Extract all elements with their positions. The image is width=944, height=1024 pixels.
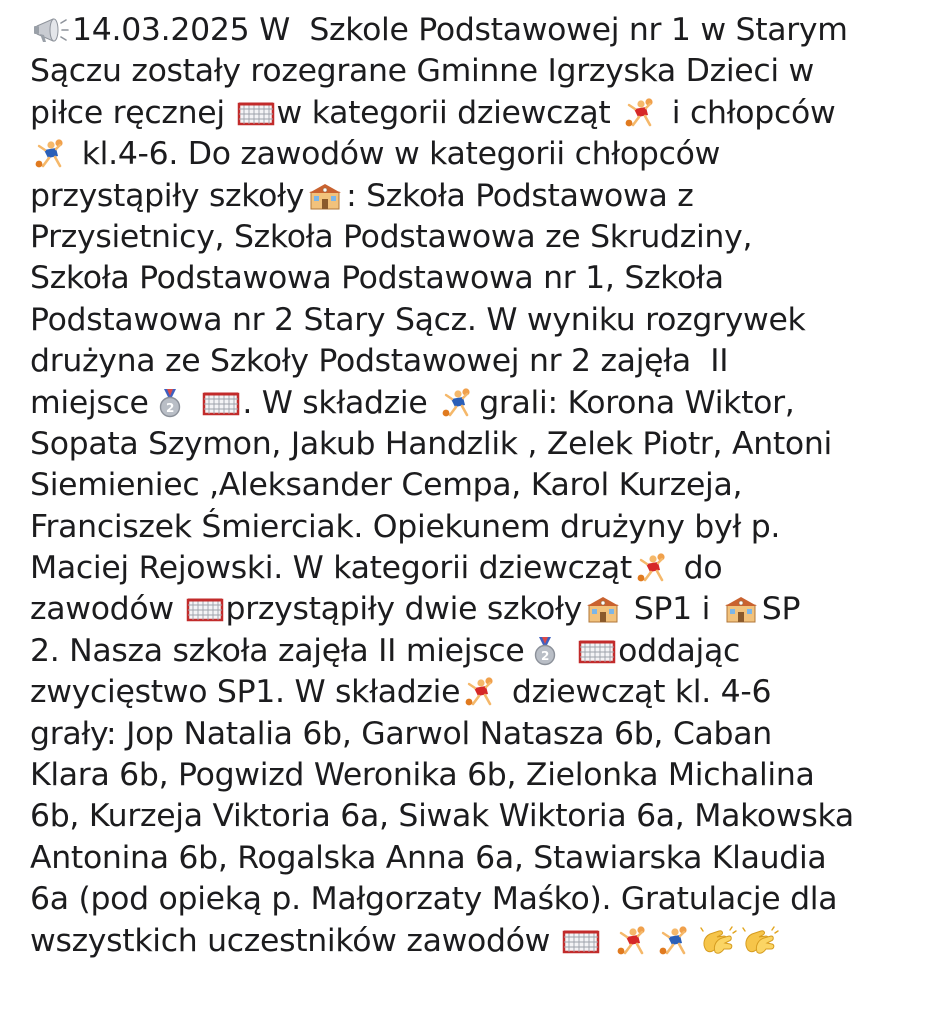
megaphone-icon (31, 15, 71, 45)
handball-girl-icon (461, 677, 501, 707)
post-text-segment: miejsce (30, 384, 149, 421)
svg-text:2: 2 (541, 648, 550, 663)
post-line (30, 921, 920, 962)
post-line (30, 507, 920, 548)
goal-icon (185, 594, 225, 624)
post-text-segment: przystąpiły szkoły (30, 177, 305, 214)
post-line (30, 176, 920, 217)
post-text-segment: 2. Nasza szkoła zajęła II miejsce (30, 632, 525, 669)
post-line (30, 672, 920, 713)
post-line (30, 631, 920, 672)
post-text-segment: Franciszek Śmierciak. Opiekunem drużyny był p. (30, 508, 781, 545)
post-line (30, 548, 920, 589)
post-line (30, 258, 920, 299)
post-text-segment: SP1 i (624, 591, 720, 628)
post-text-segment: zawodów (30, 591, 184, 628)
post-text-segment: Antonina 6b, Rogalska Anna 6a, Stawiarska Klaudia (30, 839, 827, 876)
post-line (30, 383, 920, 424)
post-line (30, 300, 920, 341)
post-text-segment (566, 633, 576, 669)
post-text-segment: Siemieniec ,Aleksander Cempa, Karol Kurzeja, (30, 467, 743, 504)
handball-boy-icon (438, 388, 478, 418)
post-line (30, 93, 920, 134)
post-text-segment: Podstawowa nr 2 Stary Sącz. W wyniku rozgrywek (30, 301, 806, 338)
post-text-segment: przystąpiły dwie szkoły (225, 591, 583, 628)
handball-girl-icon (621, 98, 661, 128)
handball-boy-icon (655, 926, 695, 956)
post-line (30, 10, 920, 51)
goal-icon (201, 388, 241, 418)
school-icon (721, 594, 761, 624)
handball-girl-icon (613, 926, 653, 956)
post-text-segment: : Szkoła Podstawowa z (346, 177, 694, 214)
post-line (30, 755, 920, 796)
post-text-segment: Maciej Rejowski. W kategorii dziewcząt (30, 550, 632, 587)
post-line (30, 879, 920, 920)
post-line (30, 134, 920, 175)
post-line (30, 838, 920, 879)
post-line (30, 424, 920, 465)
post-text-segment: kl.4-6. Do zawodów w kategorii chłopców (72, 136, 721, 173)
post-text-segment: Klara 6b, Pogwizd Weronika 6b, Zielonka Michalina (30, 757, 815, 794)
post-text-segment: . W składzie (242, 384, 438, 421)
handball-boy-icon (31, 139, 71, 169)
handball-girl-icon (633, 553, 673, 583)
post-line (30, 714, 920, 755)
goal-icon (577, 636, 617, 666)
post-text-segment: Szkoła Podstawowa Podstawowa nr 1, Szkoła (30, 260, 724, 297)
post-text-segment: grali: Korona Wiktor, (479, 384, 795, 421)
post-text-segment: 6b, Kurzeja Viktoria 6a, Siwak Wiktoria 6a, Makowska (30, 798, 854, 835)
post-text-segment: Sączu zostały rozegrane Gminne Igrzyska Dzieci w (30, 53, 815, 90)
post-text-segment: Sopata Szymon, Jakub Handzlik , Zelek Piotr, Antoni (30, 425, 833, 462)
silver-medal-icon (150, 388, 190, 418)
silver-medal-icon (525, 636, 565, 666)
post-text-segment: 14.03.2025 W Szkole Podstawowej nr 1 w Starym (72, 12, 848, 48)
clapping-hands-icon (739, 926, 779, 956)
post-text-segment: Przysietnicy, Szkoła Podstawowa ze Skrudziny, (30, 218, 753, 255)
post-text-segment (602, 923, 612, 959)
post-text-segment (191, 385, 201, 421)
post-text-segment: drużyna ze Szkoły Podstawowej nr 2 zajęła II (30, 343, 729, 380)
post-text-segment: zwycięstwo SP1. W składzie (30, 674, 461, 711)
post-line (30, 796, 920, 837)
post-line (30, 465, 920, 506)
post-text-segment: w kategorii dziewcząt (276, 94, 621, 131)
post-text-segment: i chłopców (662, 94, 836, 131)
post-text-segment: do (673, 550, 723, 587)
post-text-segment: oddając (618, 632, 740, 669)
post-line (30, 341, 920, 382)
post-text-segment: dziewcząt kl. 4-6 (502, 674, 772, 711)
post-line (30, 217, 920, 258)
clapping-hands-icon (697, 926, 737, 956)
post-line (30, 589, 920, 630)
school-icon (583, 594, 623, 624)
post-text-segment: 6a (pod opieką p. Małgorzaty Maśko). Gratulacje dla (30, 881, 838, 918)
post-text-segment: piłce ręcznej (30, 94, 235, 131)
post-text-segment: SP (761, 591, 801, 628)
post-line (30, 51, 920, 92)
svg-text:2: 2 (165, 400, 174, 415)
goal-icon (236, 98, 276, 128)
school-icon (305, 181, 345, 211)
goal-icon (561, 926, 601, 956)
post-text (30, 10, 920, 962)
post-text-segment: grały: Jop Natalia 6b, Garwol Natasza 6b, Caban (30, 715, 772, 752)
post-text-segment: wszystkich uczestników zawodów (30, 922, 560, 959)
